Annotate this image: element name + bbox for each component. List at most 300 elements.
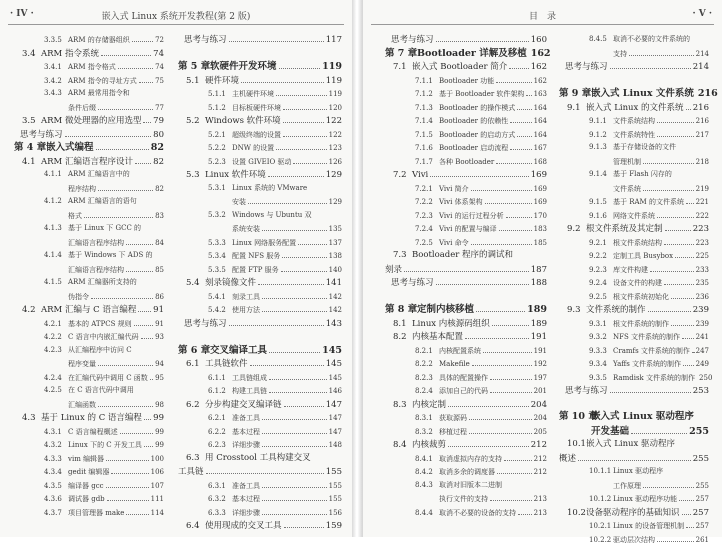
toc-entry-row[interactable] (178, 194, 342, 208)
toc-entry-title: 执行文件的支持 (439, 495, 488, 503)
toc-entry-row[interactable] (178, 424, 342, 438)
toc-entry-row[interactable] (178, 248, 342, 262)
toc-entry-row[interactable] (385, 356, 547, 370)
dot-leader (96, 140, 149, 150)
dot-leader (282, 248, 326, 258)
toc-chapter-row[interactable] (385, 302, 547, 316)
toc-entry-row[interactable] (178, 451, 342, 465)
toc-entry-title: 文件系统结构 (613, 117, 655, 125)
toc-entry-row[interactable] (14, 262, 164, 276)
dot-leader (643, 154, 694, 164)
toc-entry-number: 5.2.3 (208, 157, 226, 166)
toc-entry-title: 基本过程 (232, 427, 260, 436)
toc-entry-row[interactable] (14, 370, 164, 384)
toc-entry-row[interactable] (559, 113, 709, 127)
toc-chapter-row[interactable] (178, 59, 342, 73)
toc-entry-row[interactable] (14, 397, 164, 411)
toc-entry-row[interactable] (14, 275, 164, 289)
toc-entry-title: 基于 Windows 下 ADS 的 (68, 251, 153, 259)
toc-entry-title: 主机硬件环境 (232, 90, 274, 98)
toc-entry-title: 根文件系统及其定制 (586, 224, 663, 234)
toc-entry-number: 3.5 (22, 116, 36, 126)
dot-leader (229, 316, 324, 326)
toc-entry-row[interactable] (14, 424, 164, 438)
toc-page-number: 82 (150, 142, 164, 153)
toc-entry-title: 思考与练习 (184, 35, 227, 45)
toc-entry-number: 8.2.3 (415, 373, 433, 382)
toc-entry-title: 设置 GIVEIO 驱动 (232, 157, 292, 166)
toc-entry-title: 基本过程 (232, 495, 260, 503)
toc-entry-row[interactable] (385, 235, 547, 249)
toc-entry-row[interactable] (14, 127, 164, 141)
dot-leader (126, 262, 153, 272)
toc-entry-title: Vivi (412, 170, 429, 180)
toc-entry-row[interactable] (385, 275, 547, 289)
toc-entry-title: Makefile (439, 360, 470, 368)
toc-page-number: 155 (328, 481, 342, 490)
dot-leader (134, 316, 153, 326)
toc-entry-row[interactable] (14, 410, 164, 424)
toc-entry-number: 4.2 (22, 305, 36, 315)
toc-entry-row[interactable] (385, 410, 547, 424)
dot-leader (283, 100, 327, 110)
toc-entry-title: 安装 (232, 198, 246, 206)
toc-entry-row[interactable] (14, 208, 164, 222)
toc-entry-title: 思考与练习 (391, 278, 434, 288)
toc-entry-number: 4.3.1 (44, 427, 62, 436)
dot-leader (269, 370, 327, 380)
dot-leader (490, 491, 532, 501)
dot-leader (671, 289, 694, 299)
toc-entry-number: 6.1.1 (208, 373, 226, 382)
toc-entry-title: 程序变量 (68, 360, 96, 368)
toc-entry-row[interactable] (178, 478, 342, 492)
toc-page-number: 236 (695, 292, 709, 301)
dot-leader (664, 275, 694, 285)
toc-entry-row[interactable] (14, 194, 164, 208)
dot-leader (517, 100, 531, 110)
toc-entry-row[interactable] (178, 464, 342, 478)
toc-entry-number: 7.2.3 (415, 211, 433, 220)
toc-page-number: 233 (695, 265, 709, 274)
dot-leader (510, 140, 531, 150)
toc-entry-title: 刻录工具 (232, 292, 260, 301)
toc-entry-title: Windows 与 Ubuntu 双 (232, 210, 312, 219)
toc-page-number: 75 (155, 76, 164, 85)
toc-entry-row[interactable] (178, 208, 342, 222)
toc-entry-row[interactable] (14, 478, 164, 492)
toc-entry-row[interactable] (559, 343, 709, 357)
dot-leader (98, 181, 153, 191)
toc-page-number: 155 (325, 467, 342, 477)
toc-entry-row[interactable] (14, 73, 164, 87)
toc-entry-title: 嵌入式 Linux 驱动程序 (591, 411, 694, 422)
toc-entry-title: 嵌入式 Bootloader 简介 (412, 62, 508, 72)
toc-entry-row[interactable] (559, 464, 709, 478)
toc-entry-row[interactable] (385, 383, 547, 397)
toc-entry-row[interactable] (559, 262, 709, 276)
toc-entry-row[interactable] (559, 167, 709, 181)
toc-entry-number: 9.1.1 (589, 117, 607, 125)
toc-entry-title: 使用现成的交叉工具 (205, 521, 282, 531)
dot-leader (281, 262, 327, 272)
toc-entry-row[interactable] (178, 302, 342, 316)
toc-entry-number: 5.4 (186, 278, 200, 288)
toc-entry-row[interactable] (559, 248, 709, 262)
toc-entry-row[interactable] (559, 140, 709, 154)
toc-entry-row[interactable] (178, 437, 342, 451)
toc-entry-number: 8.3.2 (415, 427, 433, 436)
toc-entry-row[interactable] (559, 46, 709, 60)
toc-entry-title: Linux 内核源码组织 (412, 318, 490, 329)
toc-entry-number: 10.1.2 (589, 495, 612, 503)
toc-entry-row[interactable] (178, 397, 342, 411)
toc-entry-title: 思考与练习 (565, 386, 608, 396)
toc-entry-title: NFS 文件系统的制作 (613, 333, 681, 341)
toc-page-number: 162 (530, 62, 547, 72)
toc-entry-title: 准备工具 (232, 481, 260, 490)
toc-page-number: 249 (695, 360, 709, 368)
toc-chapter-row[interactable] (14, 140, 164, 154)
toc-page-number: 85 (155, 265, 164, 274)
toc-entry-title: C 语言中内嵌汇编代码 (68, 333, 139, 341)
toc-entry-title: vim 编辑器 (68, 454, 105, 463)
toc-entry-title: 分步构建交叉编译链 (205, 399, 282, 410)
toc-entry-row[interactable] (559, 505, 709, 519)
toc-entry-row[interactable] (385, 437, 547, 451)
running-title: 目 录 (528, 12, 556, 22)
toc-entry-number: 7.2.2 (415, 198, 433, 206)
toc-entry-row[interactable] (385, 424, 547, 438)
toc-entry-row[interactable] (178, 140, 342, 154)
toc-page-number: 205 (533, 427, 547, 436)
toc-entry-row[interactable] (559, 289, 709, 303)
toc-entry-row[interactable] (559, 437, 709, 451)
toc-chapter-row[interactable] (559, 424, 709, 438)
toc-entry-number: 8.2.4 (415, 387, 433, 395)
toc-entry-number: 4.1 (22, 156, 36, 167)
toc-entry-row[interactable] (14, 235, 164, 249)
toc-entry-number: 9.3.1 (589, 319, 607, 328)
toc-entry-title: ARM 指令的寻址方式 (68, 76, 137, 85)
toc-entry-row[interactable] (385, 32, 547, 46)
toc-page-number: 77 (155, 103, 164, 112)
toc-entry-row[interactable] (385, 329, 547, 343)
toc-entry-title: 定制工具 Busybox (613, 252, 674, 260)
dot-leader (629, 46, 694, 56)
toc-entry-row[interactable] (178, 383, 342, 397)
toc-page-number: 169 (533, 184, 547, 193)
toc-entry-row[interactable] (178, 221, 342, 235)
toc-entry-row[interactable] (385, 316, 547, 330)
toc-entry-row[interactable] (14, 248, 164, 262)
toc-entry-title: 根文件系统初始化 (613, 292, 669, 301)
toc-entry-row[interactable] (14, 316, 164, 330)
toc-entry-title: 硬件环境 (205, 75, 240, 86)
toc-page-number: 126 (328, 157, 342, 166)
toc-chapter-row[interactable] (385, 46, 551, 60)
toc-entry-title: 工具链 (178, 467, 204, 477)
toc-entry-row[interactable] (385, 181, 547, 195)
toc-entry-number: 9.2 (567, 224, 581, 234)
toc-entry-title: 嵌入式编程 (46, 142, 94, 153)
dot-leader (610, 59, 691, 69)
toc-entry-title: Bootloader 的启动方式 (439, 130, 516, 139)
toc-entry-row[interactable] (14, 343, 164, 357)
dot-leader (98, 397, 153, 407)
toc-entry-number: 8.4.3 (415, 480, 433, 489)
toc-entry-row[interactable] (178, 505, 342, 519)
toc-entry-row[interactable] (14, 491, 164, 505)
dot-leader (610, 383, 691, 393)
toc-entry-row[interactable] (14, 221, 164, 235)
toc-page-number: 218 (695, 157, 709, 166)
toc-entry-title: Linux 系统的 VMware (232, 183, 308, 192)
toc-entry-row[interactable] (385, 140, 547, 154)
toc-entry-row[interactable] (14, 464, 164, 478)
toc-page-number: 257 (695, 495, 709, 503)
toc-entry-row[interactable] (178, 410, 342, 424)
toc-entry-row[interactable] (559, 451, 709, 465)
toc-entry-row[interactable] (385, 113, 547, 127)
toc-entry-title: 文件系统 (613, 184, 641, 193)
toc-entry-row[interactable] (14, 505, 164, 519)
toc-entry-row[interactable] (14, 59, 164, 73)
toc-entry-row[interactable] (178, 154, 342, 168)
toc-entry-row[interactable] (559, 221, 709, 235)
dot-leader (657, 113, 694, 123)
toc-page-number: 79 (153, 116, 164, 126)
toc-entry-row[interactable] (14, 451, 164, 465)
toc-entry-title: Yaffs 文件系统的制作 (613, 360, 682, 368)
toc-page-number: 143 (325, 318, 342, 329)
toc-chapter-row[interactable] (559, 410, 709, 424)
toc-entry-row[interactable] (559, 491, 709, 505)
toc-entry-row[interactable] (178, 316, 342, 330)
toc-entry-row[interactable] (178, 491, 342, 505)
toc-entry-row[interactable] (385, 127, 547, 141)
toc-page-number: 216 (697, 88, 718, 99)
toc-entry-row[interactable] (385, 370, 547, 384)
toc-page-number: 142 (328, 306, 342, 314)
toc-entry-number: 6.3 (186, 452, 200, 463)
dot-leader (465, 329, 529, 339)
toc-entry-number: 4.3 (22, 413, 36, 423)
toc-entry-row[interactable] (14, 167, 164, 181)
toc-entry-row[interactable] (385, 491, 547, 505)
toc-entry-title: 思考与练习 (565, 62, 608, 72)
toc-entry-title: 项目管理器 make (68, 508, 125, 517)
toc-page-number: 111 (150, 495, 164, 503)
toc-entry-title: ARM 指令格式 (68, 63, 116, 71)
toc-entry-row[interactable] (14, 302, 164, 316)
toc-page-number: 122 (328, 130, 342, 139)
toc-entry-title: 使用方法 (232, 306, 260, 314)
toc-entry-row[interactable] (385, 167, 547, 181)
toc-entry-row[interactable] (178, 86, 342, 100)
toc-entry-number: 6.4 (186, 521, 200, 531)
toc-page-number: 160 (530, 35, 547, 45)
toc-page-number: 93 (155, 333, 164, 341)
toc-entry-row[interactable] (385, 73, 547, 87)
toc-entry-row[interactable] (559, 59, 709, 73)
toc-entry-row[interactable] (178, 181, 342, 195)
toc-entry-row[interactable] (178, 235, 342, 249)
toc-entry-row[interactable] (385, 86, 547, 100)
toc-entry-title: 汇编语言程序结构 (68, 265, 124, 274)
toc-entry-row[interactable] (14, 356, 164, 370)
toc-entry-number: 第 8 章 (385, 304, 418, 315)
toc-entry-number: 6.3.2 (208, 495, 226, 503)
toc-entry-row[interactable] (385, 478, 547, 492)
toc-entry-row[interactable] (385, 59, 547, 73)
toc-entry-row[interactable] (178, 356, 342, 370)
toc-entry-row[interactable] (14, 329, 164, 343)
toc-entry-row[interactable] (178, 100, 342, 114)
dot-leader (268, 167, 324, 177)
toc-entry-title: 定制内核移植 (417, 304, 475, 315)
toc-entry-row[interactable] (559, 127, 709, 141)
toc-entry-row[interactable] (559, 518, 709, 532)
toc-entry-row[interactable] (385, 343, 547, 357)
dot-leader (262, 478, 327, 488)
toc-entry-number: 6.2.3 (208, 441, 226, 449)
toc-chapter-row[interactable] (559, 86, 718, 100)
toc-entry-number: 5.4.1 (208, 292, 226, 301)
toc-entry-row[interactable] (178, 370, 342, 384)
toc-entry-number: 4.2.1 (44, 319, 62, 328)
toc-entry-title: 基于 Linux 的 C 语言编程 (41, 413, 142, 423)
toc-entry-row[interactable] (559, 370, 713, 384)
toc-page-number: 187 (530, 264, 547, 275)
toc-entry-number: 第 7 章 (385, 47, 418, 59)
toc-entry-row[interactable] (559, 32, 709, 46)
toc-entry-row[interactable] (14, 289, 164, 303)
toc-entry-row[interactable] (14, 32, 164, 46)
toc-entry-row[interactable] (14, 113, 164, 127)
toc-entry-title: Bootloader 的操作模式 (439, 103, 516, 112)
toc-page-number: 212 (533, 468, 547, 476)
toc-column (14, 32, 164, 532)
toc-entry-row[interactable] (385, 397, 547, 411)
toc-entry-row[interactable] (178, 127, 342, 141)
toc-entry-row[interactable] (178, 518, 342, 532)
book-gutter (352, 0, 362, 537)
toc-entry-row[interactable] (559, 316, 709, 330)
toc-entry-row[interactable] (385, 451, 547, 465)
toc-entry-row[interactable] (14, 437, 164, 451)
dot-leader (518, 505, 532, 515)
dot-leader (448, 397, 529, 407)
toc-entry-title: 汇编函数 (68, 400, 96, 409)
toc-entry-row[interactable] (14, 181, 164, 195)
toc-entry-row[interactable] (385, 208, 547, 222)
dot-leader (471, 235, 532, 245)
toc-entry-title: Vivi 的运行过程分析 (439, 211, 504, 220)
dot-leader (682, 329, 694, 339)
dot-leader (683, 356, 694, 366)
toc-entry-row[interactable] (178, 167, 342, 181)
dot-leader (648, 302, 691, 312)
toc-entry-row[interactable] (559, 100, 709, 114)
toc-column (385, 32, 551, 532)
toc-entry-row[interactable] (385, 505, 547, 519)
toc-entry-row[interactable] (385, 221, 547, 235)
toc-entry-number: 第 10 章 (559, 411, 598, 422)
toc-entry-row[interactable] (178, 32, 342, 46)
toc-entry-row[interactable] (14, 86, 164, 100)
toc-entry-number: 8.4 (393, 440, 407, 450)
toc-entry-row[interactable] (385, 194, 547, 208)
toc-entry-title: 软硬件开发环境 (210, 61, 277, 72)
toc-entry-row[interactable] (14, 383, 164, 397)
toc-entry-row[interactable] (385, 100, 547, 114)
toc-entry-row[interactable] (14, 154, 164, 168)
toc-entry-title: 取消对旧版本二进制 (439, 480, 502, 489)
toc-entry-title: 条件后缀 (68, 103, 96, 112)
dot-leader (241, 73, 324, 83)
toc-entry-row[interactable] (178, 289, 342, 303)
toc-entry-row[interactable] (559, 532, 709, 546)
toc-page-number: 120 (328, 103, 342, 112)
toc-entry-row[interactable] (559, 208, 709, 222)
toc-page-number: 106 (150, 468, 164, 476)
toc-entry-number: 9.3.5 (589, 373, 607, 382)
toc-entry-row[interactable] (178, 275, 342, 289)
toc-entry-number: 6.3.1 (208, 481, 226, 490)
toc-entry-number: 3.4.3 (44, 89, 62, 97)
toc-entry-row[interactable] (178, 262, 342, 276)
toc-entry-row[interactable] (559, 194, 709, 208)
toc-entry-row[interactable] (559, 383, 709, 397)
toc-entry-number: 5.1.1 (208, 90, 226, 98)
toc-entry-row[interactable] (559, 329, 709, 343)
toc-entry-row[interactable] (385, 262, 547, 276)
toc-entry-title: Ramdisk 文件系统的制作 (613, 373, 696, 382)
toc-entry-number: 8.4.5 (589, 35, 607, 43)
toc-entry-row[interactable] (385, 248, 547, 262)
toc-entry-row[interactable] (559, 235, 709, 249)
toc-entry-title: 配置 FTP 服务 (232, 265, 279, 274)
toc-page-number: 155 (328, 495, 342, 503)
toc-entry-row[interactable] (559, 356, 709, 370)
toc-entry-title: 内核配置系统 (439, 346, 481, 355)
dot-leader (262, 437, 327, 447)
toc-entry-title: 在汇编代码中调用 C 函数 (68, 373, 148, 382)
toc-entry-row[interactable] (559, 478, 709, 492)
toc-entry-row[interactable] (178, 113, 342, 127)
toc-entry-number: 5.2.2 (208, 144, 226, 152)
toc-page-number: 162 (533, 76, 547, 85)
toc-entry-row[interactable] (14, 46, 164, 60)
toc-page-number: 129 (328, 198, 342, 206)
toc-entry-row[interactable] (178, 73, 342, 87)
toc-entry-number: 6.3.3 (208, 508, 226, 517)
toc-chapter-row[interactable] (178, 343, 342, 357)
dot-leader (657, 127, 694, 137)
toc-entry-row[interactable] (559, 154, 709, 168)
toc-entry-row[interactable] (14, 100, 164, 114)
toc-entry-row[interactable] (385, 464, 547, 478)
toc-entry-title: 文件系统的制作 (586, 305, 646, 315)
toc-entry-row[interactable] (385, 154, 547, 168)
toc-page-number: 145 (328, 373, 342, 382)
toc-entry-number: 6.2.2 (208, 427, 226, 436)
toc-page-number: 185 (533, 238, 547, 247)
toc-entry-row[interactable] (559, 181, 709, 195)
toc-entry-row[interactable] (559, 302, 709, 316)
toc-entry-row[interactable] (559, 275, 709, 289)
